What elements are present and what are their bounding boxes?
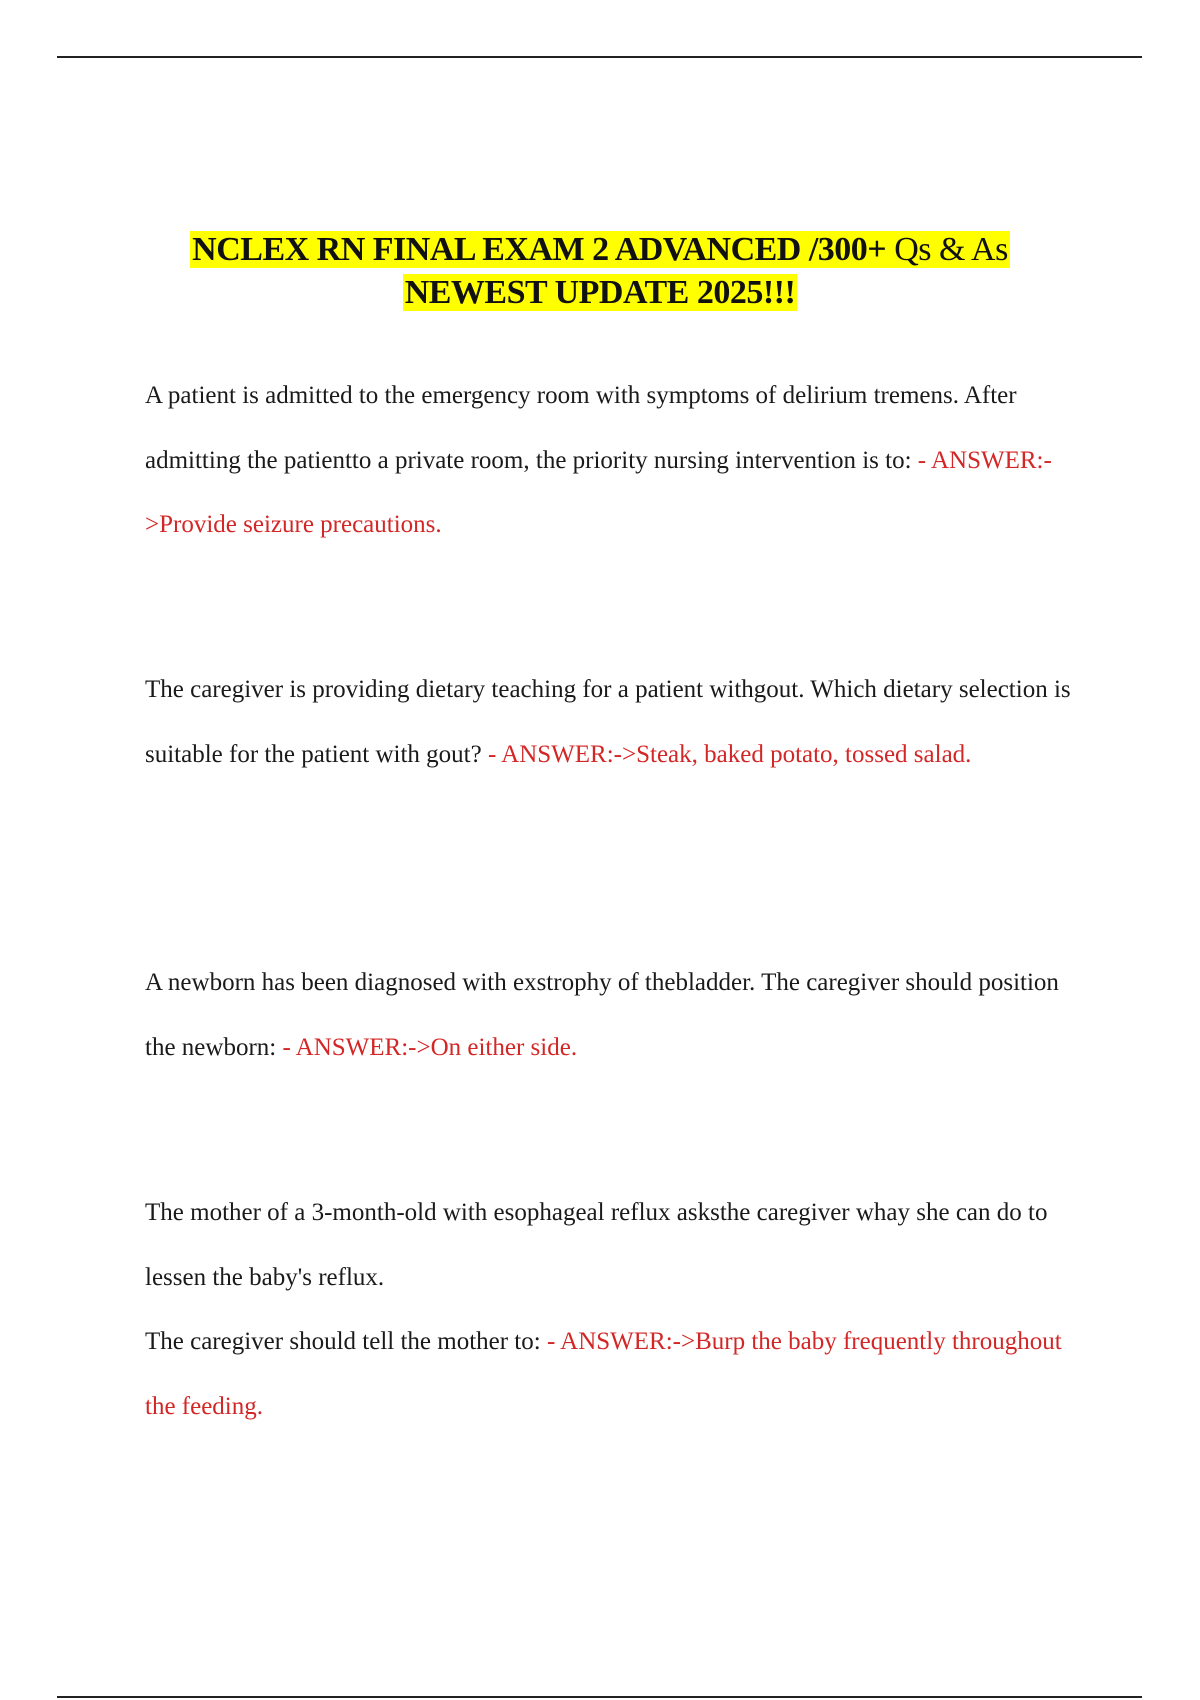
question-text: The caregiver is providing dietary teaching for a patient withgout. Which dietary selection is suitable for the patient with gout? — [145, 676, 1071, 768]
question-text: A patient is admitted to the emergency room with symptoms of delirium tremens. After admitting the patientto a private room, the priority nursing intervention is to: — [145, 382, 1017, 474]
document-title — [0, 228, 1200, 314]
answer-text: - ANSWER:->Burp the baby frequently throughout the feeding. — [145, 1328, 1062, 1420]
title-line-1-light: Qs & As — [894, 231, 1008, 268]
question-text: A newborn has been diagnosed with exstrophy of thebladder. The caregiver should position the newborn: — [145, 969, 1059, 1061]
qa-item-3 — [145, 951, 1085, 1080]
answer-text: - ANSWER:->Steak, baked potato, tossed salad. — [487, 740, 972, 768]
title-line-1-bold: NCLEX RN FINAL EXAM 2 ADVANCED /300+ — [192, 231, 887, 268]
bottom-rule — [57, 1696, 1142, 1698]
qa-item-1 — [145, 364, 1085, 558]
qa-item-4 — [145, 1181, 1085, 1439]
answer-text: - ANSWER:->On either side. — [282, 1033, 578, 1061]
title-highlight-line-1 — [190, 231, 1010, 268]
top-rule — [57, 56, 1142, 58]
qa-item-2 — [145, 658, 1085, 787]
question-text-part-2: The caregiver should tell the mother to: — [145, 1328, 547, 1355]
question-text-part-1: The mother of a 3-month-old with esophageal reflux asksthe caregiver whay she can do to lessen the baby's reflux. — [145, 1199, 1048, 1291]
answer-text: - ANSWER:->Provide seizure precautions. — [145, 446, 1052, 538]
title-line-2: NEWEST UPDATE 2025!!! — [404, 274, 796, 311]
